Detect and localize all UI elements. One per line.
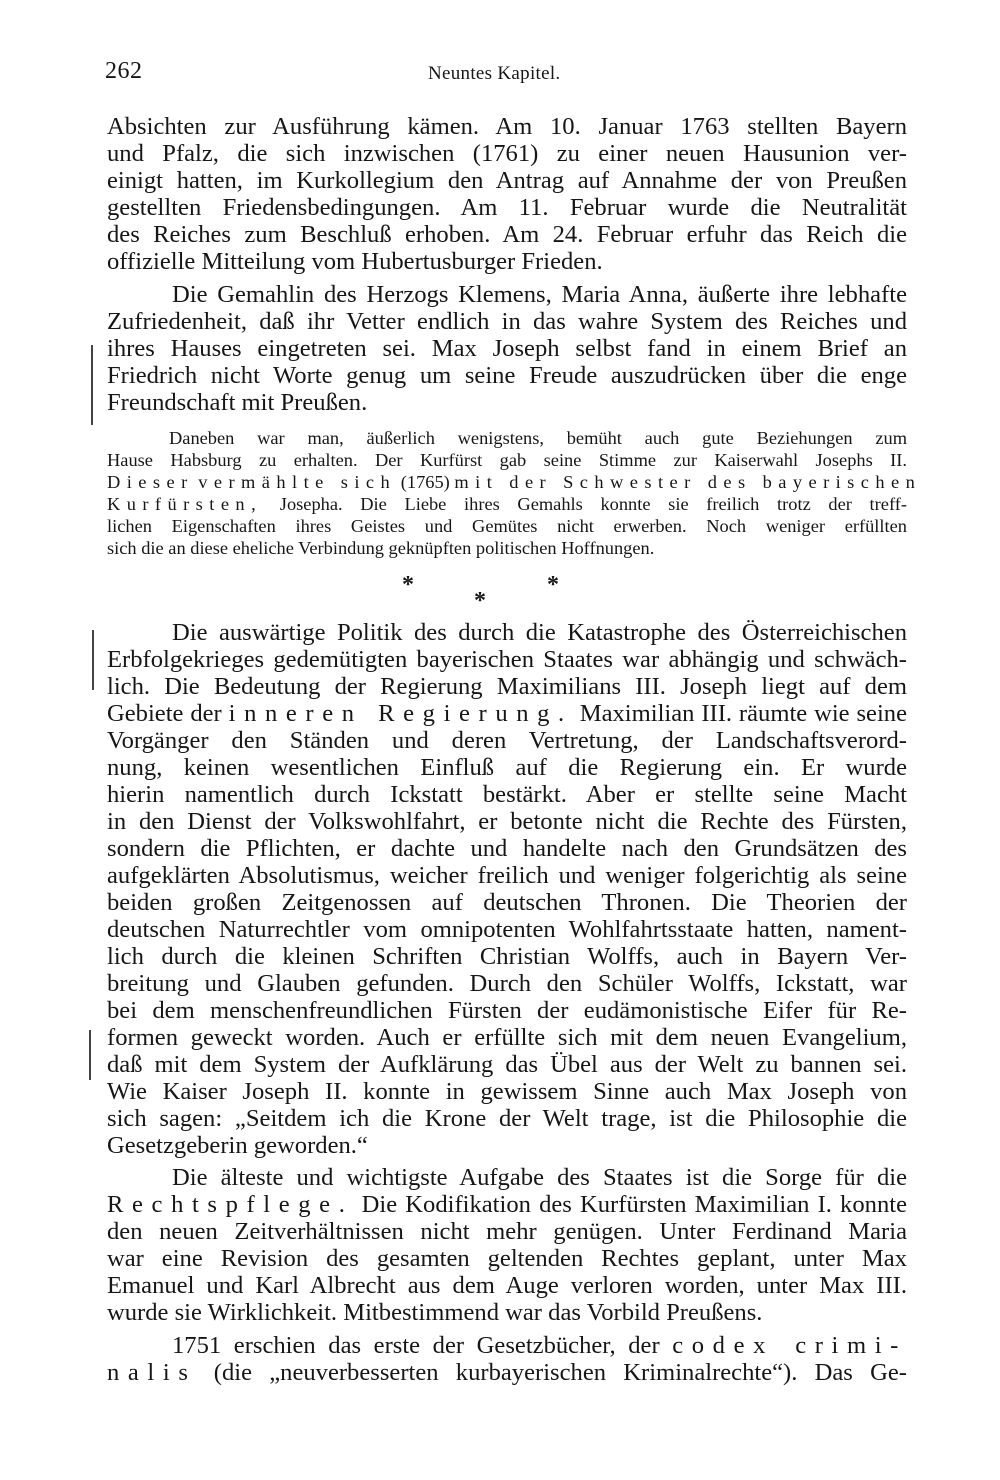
spaced-text: vermählte sich [198, 472, 397, 492]
text-line: breitung und Glauben gefunden. Durch den Schüler Wolffs, Ickstatt, war [107, 970, 907, 997]
text-line: nalis (die „neuverbesserten kurbayerischen Kriminalrechte“). Das Ge- [107, 1359, 907, 1386]
note-line: Kurfürsten, Josepha. Die Liebe ihres Gemahls konnte sie freilich trotz der treff- [107, 494, 907, 514]
text-line: Die Gemahlin des Herzogs Klemens, Maria Anna, äußerte ihre lebhafte [172, 281, 907, 308]
spaced-text: Kurfürsten, [107, 494, 263, 514]
spaced-text: codex crimi- [672, 1332, 907, 1359]
note-line: lichen Eigenschaften ihres Geistes und Gemütes nicht erwerben. Noch weniger erfüllten [107, 516, 907, 536]
text-line: Zufriedenheit, daß ihr Vetter endlich in das wahre System des Reiches und [107, 308, 907, 335]
note-line: Hause Habsburg zu erhalten. Der Kurfürst gab seine Stimme zur Kaiserwahl Josephs II. [107, 450, 907, 470]
text-line: 1751 erschien das erste der Gesetzbücher, der codex crimi- [172, 1332, 907, 1359]
text-line: Die älteste und wichtigste Aufgabe des Staates ist die Sorge für die [172, 1164, 907, 1191]
text-line: Emanuel und Karl Albrecht aus dem Auge verloren worden, unter Max III. [107, 1272, 907, 1299]
text-line: war eine Revision des gesamten geltenden Rechtes geplant, unter Max [107, 1245, 907, 1272]
spaced-text: Dieser [107, 472, 194, 492]
text-line: hierin namentlich durch Ickstatt bestärkt. Aber er stellte seine Macht [107, 781, 907, 808]
text-line: Vorgänger den Ständen und deren Vertretung, der Landschaftsverord- [107, 727, 907, 754]
text-line: Wie Kaiser Joseph II. konnte in gewissem Sinne auch Max Joseph von [107, 1078, 907, 1105]
spaced-text: Rechtspflege. [107, 1191, 354, 1218]
text-line: sich sagen: „Seitdem ich die Krone der Welt trage, ist die Philosophie die [107, 1105, 907, 1132]
text-line: in den Dienst der Volkswohlfahrt, er betonte nicht die Rechte des Fürsten, [107, 808, 907, 835]
margin-mark [89, 1030, 91, 1080]
margin-mark [92, 630, 94, 690]
text-line: den neuen Zeitverhältnissen nicht mehr genügen. Unter Ferdinand Maria [107, 1218, 907, 1245]
text-line: bei dem menschenfreundlichen Fürsten der eudämonistische Eifer für Re- [107, 997, 907, 1024]
text-line: Die auswärtige Politik des durch die Katastrophe des Österreichischen [172, 619, 907, 646]
text-line: einigt hatten, im Kurkollegium den Antrag auf Annahme der von Preußen [107, 167, 907, 194]
spaced-text: mit der Schwester des bayerischen [454, 472, 922, 492]
margin-mark [91, 345, 93, 425]
spaced-text: inneren Regierung. [228, 700, 573, 727]
text-line: Rechtspflege. Die Kodifikation des Kurfürsten Maximilian I. konnte [107, 1191, 907, 1218]
separator-star: * [547, 572, 559, 598]
spaced-text: nalis [107, 1359, 197, 1386]
separator-star: * [474, 588, 486, 614]
text-line: daß mit dem System der Aufklärung das Übel aus der Welt zu bannen sei. [107, 1051, 907, 1078]
text-line: und Pfalz, die sich inzwischen (1761) zu einer neuen Hausunion ver- [107, 140, 907, 167]
text-line: Gesetzgeberin geworden.“ [107, 1132, 368, 1159]
text-line: lich durch die kleinen Schriften Christian Wolffs, auch in Bayern Ver- [107, 943, 907, 970]
text-line: deutschen Naturrechtler vom omnipotenten Wohlfahrtsstaate hatten, nament- [107, 916, 907, 943]
note-line: Dieser vermählte sich (1765) mit der Schwester des bayerischen [107, 472, 922, 492]
text-line: sondern die Pflichten, er dachte und handelte nach den Grundsätzen des [107, 835, 907, 862]
text-line: Gebiete der inneren Regierung. Maximilian III. räumte wie seine [107, 700, 907, 727]
running-head: Neuntes Kapitel. [428, 63, 561, 84]
separator-star: * [402, 572, 414, 598]
text-line: formen geweckt worden. Auch er erfüllte sich mit dem neuen Evangelium, [107, 1024, 907, 1051]
text-line: gestellten Friedensbedingungen. Am 11. Februar wurde die Neutralität [107, 194, 907, 221]
text-line: ihres Hauses eingetreten sei. Max Joseph selbst fand in einem Brief an [107, 335, 907, 362]
text-line: des Reiches zum Beschluß erhoben. Am 24. Februar erfuhr das Reich die [107, 221, 907, 248]
note-line: Daneben war man, äußerlich wenigstens, bemüht auch gute Beziehungen zum [169, 428, 907, 448]
text-line: lich. Die Bedeutung der Regierung Maximilians III. Joseph liegt auf dem [107, 673, 907, 700]
note-line: sich die an diese eheliche Verbindung geknüpften politischen Hoffnungen. [107, 538, 655, 558]
text-line: aufgeklärten Absolutismus, weicher freilich und weniger folgerichtig als seine [107, 862, 907, 889]
text-line: Erbfolgekrieges gedemütigten bayerischen Staates war abhängig und schwäch- [107, 646, 907, 673]
text-line: Freundschaft mit Preußen. [107, 389, 368, 416]
text-line: offizielle Mitteilung vom Hubertusburger Frieden. [107, 248, 603, 275]
text-line: wurde sie Wirklichkeit. Mitbestimmend war das Vorbild Preußens. [107, 1299, 763, 1326]
text-line: beiden großen Zeitgenossen auf deutschen Thronen. Die Theorien der [107, 889, 907, 916]
text-line: nung, keinen wesentlichen Einfluß auf die Regierung ein. Er wurde [107, 754, 907, 781]
text-line: Friedrich nicht Worte genug um seine Freude auszudrücken über die enge [107, 362, 907, 389]
page-number: 262 [105, 58, 143, 84]
text-line: Absichten zur Ausführung kämen. Am 10. Januar 1763 stellten Bayern [107, 113, 907, 140]
